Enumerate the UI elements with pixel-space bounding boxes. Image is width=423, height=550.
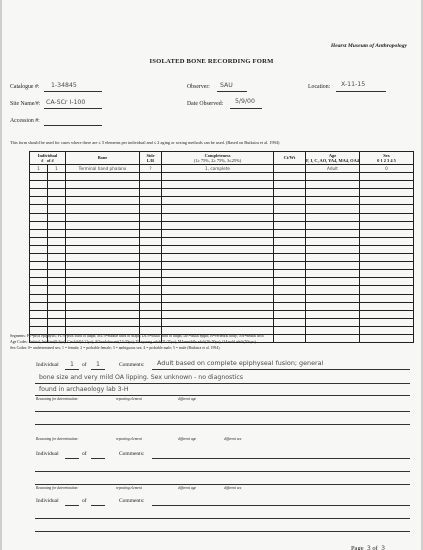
table-cell-age[interactable]	[306, 262, 360, 270]
table-cell-age[interactable]	[306, 213, 360, 221]
table-cell-bone[interactable]: Terminal hand phalanx	[66, 165, 140, 173]
table-cell-ctwt[interactable]	[274, 294, 306, 302]
table-cell-num[interactable]: 1	[30, 165, 48, 173]
table-row	[30, 294, 414, 302]
table-cell-side[interactable]	[140, 294, 162, 302]
table-cell-sex[interactable]	[360, 229, 414, 237]
table-cell-bone[interactable]	[66, 229, 140, 237]
col-completeness: Completeness (1≥ 75%, 2≥ 75%, 3≤25%)	[162, 152, 274, 165]
table-row	[30, 302, 414, 310]
comment-line-3	[35, 395, 410, 396]
table-row	[30, 254, 414, 262]
table-cell-num[interactable]	[30, 254, 48, 262]
individual-2-comments-label: Comments:	[119, 451, 145, 457]
table-cell-of[interactable]	[48, 213, 66, 221]
table-cell-num[interactable]	[30, 205, 48, 213]
table-cell-age[interactable]	[306, 229, 360, 237]
table-cell-bone[interactable]	[66, 262, 140, 270]
table-cell-num[interactable]	[30, 229, 48, 237]
museum-name: Hearst Museum of Anthropology	[330, 43, 407, 49]
table-cell-side[interactable]	[140, 286, 162, 294]
table-cell-completeness[interactable]	[162, 229, 274, 237]
table-cell-num[interactable]	[30, 318, 48, 326]
table-cell-ctwt[interactable]	[274, 286, 306, 294]
observer-line	[217, 91, 247, 92]
table-cell-of[interactable]	[48, 245, 66, 253]
table-cell-side[interactable]	[140, 197, 162, 205]
table-cell-ctwt[interactable]	[274, 221, 306, 229]
individual-1-of: of	[82, 362, 87, 368]
table-cell-ctwt[interactable]	[274, 229, 306, 237]
table-cell-completeness[interactable]	[162, 270, 274, 278]
individual-1-comment-3[interactable]: found in archaeology lab 3-H	[39, 386, 129, 393]
table-cell-age[interactable]	[306, 205, 360, 213]
individual-1-comments-label: Comments:	[119, 362, 145, 368]
option-sex-2[interactable]: different sex	[224, 437, 242, 441]
table-cell-completeness[interactable]	[162, 205, 274, 213]
comment-line-8[interactable]	[35, 484, 410, 485]
option-repeating-3[interactable]: repeating element	[116, 486, 142, 490]
table-cell-bone[interactable]	[66, 189, 140, 197]
table-cell-completeness[interactable]	[162, 254, 274, 262]
table-cell-bone[interactable]	[66, 270, 140, 278]
comment-line-10[interactable]	[35, 518, 410, 519]
table-cell-side[interactable]	[140, 237, 162, 245]
table-cell-sex[interactable]: 0	[360, 165, 414, 173]
individual-2-of: of	[82, 451, 87, 457]
table-cell-side[interactable]	[140, 181, 162, 189]
legend-sex-codes: Sex Codes: 0= undetermined sex; 1 = female; 2 = probable female; 3 = ambiguous sex; 4 = probable male; 5 = male (Buikstra et al. 1994)	[10, 346, 220, 350]
table-row	[30, 213, 414, 221]
table-cell-sex[interactable]	[360, 278, 414, 286]
table-cell-ctwt[interactable]	[274, 245, 306, 253]
table-cell-bone[interactable]	[66, 237, 140, 245]
option-repeating-1[interactable]: repeating element	[116, 397, 142, 401]
table-row	[30, 205, 414, 213]
individual-3-comments-label: Comments:	[119, 498, 145, 504]
table-cell-num[interactable]	[30, 181, 48, 189]
table-cell-num[interactable]	[30, 245, 48, 253]
table-cell-num[interactable]	[30, 310, 48, 318]
table-cell-completeness[interactable]	[162, 245, 274, 253]
table-cell-of[interactable]	[48, 278, 66, 286]
table-cell-age[interactable]	[306, 286, 360, 294]
individual-3-of-line[interactable]	[91, 505, 105, 506]
accession-line[interactable]	[44, 125, 102, 126]
table-cell-num[interactable]	[30, 278, 48, 286]
col-age: Age F, I, C, AO, YA4, MA4, OA4	[306, 152, 359, 163]
option-sex-3[interactable]: different sex	[224, 486, 242, 490]
table-cell-num[interactable]	[30, 213, 48, 221]
table-cell-side[interactable]	[140, 318, 162, 326]
table-cell-side[interactable]	[140, 310, 162, 318]
comment-line-5	[35, 424, 410, 425]
table-cell-sex[interactable]	[360, 294, 414, 302]
table-cell-ctwt[interactable]	[274, 302, 306, 310]
table-cell-sex[interactable]	[360, 286, 414, 294]
table-cell-of[interactable]	[48, 302, 66, 310]
table-row	[30, 286, 414, 294]
table-cell-side[interactable]	[140, 189, 162, 197]
table-cell-of[interactable]	[48, 173, 66, 181]
site-value[interactable]: CA-SCr I-100	[46, 99, 86, 106]
table-cell-num[interactable]	[30, 294, 48, 302]
table-cell-sex[interactable]	[360, 237, 414, 245]
table-cell-ctwt[interactable]	[274, 278, 306, 286]
form-title: ISOLATED BONE RECORDING FORM	[149, 58, 274, 65]
table-cell-bone[interactable]	[66, 197, 140, 205]
table-cell-age[interactable]: Adult	[306, 165, 360, 173]
table-row	[30, 318, 414, 326]
table-cell-sex[interactable]	[360, 245, 414, 253]
table-row	[30, 189, 414, 197]
recording-form-page	[2, 0, 421, 550]
table-cell-num[interactable]	[30, 270, 48, 278]
site-line	[44, 108, 102, 109]
page-number: Page 3 of 3	[350, 545, 385, 550]
table-cell-completeness[interactable]	[162, 197, 274, 205]
table-row	[30, 173, 414, 181]
table-cell-completeness[interactable]: 1, complete	[162, 165, 274, 173]
table-cell-sex[interactable]	[360, 270, 414, 278]
individual-1-comment-2[interactable]: bone size and very mild OA lipping. Sex unknown - no diagnostics	[39, 374, 244, 381]
legend-segments: Segments: PE=prox epiphysis; P1/3=prox third of diaph; M1/3=middle third of diaph; D1/3=distal third of diaph; DE=distal epiph; B=vertebral body; NA=neural arch	[10, 334, 264, 338]
catalogue-line	[44, 91, 102, 92]
catalogue-label: Catalogue #:	[10, 84, 40, 90]
option-repeating-2[interactable]: repeating element	[116, 437, 142, 441]
comment-line-2	[35, 383, 410, 384]
table-cell-completeness[interactable]	[162, 278, 274, 286]
table-cell-bone[interactable]	[66, 302, 140, 310]
comment-line-4	[35, 411, 410, 412]
table-cell-of[interactable]	[48, 197, 66, 205]
table-cell-sex[interactable]	[360, 254, 414, 262]
table-cell-bone[interactable]	[66, 318, 140, 326]
table-cell-completeness[interactable]	[162, 181, 274, 189]
reasoning-label-3: Reasoning for determination:	[36, 486, 79, 490]
table-cell-bone[interactable]	[66, 310, 140, 318]
table-cell-bone[interactable]	[66, 278, 140, 286]
table-cell-of[interactable]	[48, 237, 66, 245]
table-cell-side[interactable]	[140, 173, 162, 181]
table-cell-age[interactable]	[306, 254, 360, 262]
table-cell-side[interactable]	[140, 205, 162, 213]
table-cell-bone[interactable]	[66, 173, 140, 181]
table-cell-completeness[interactable]	[162, 213, 274, 221]
table-cell-sex[interactable]	[360, 310, 414, 318]
comment-line-6[interactable]	[152, 458, 410, 459]
table-cell-age[interactable]	[306, 302, 360, 310]
table-cell-side[interactable]	[140, 221, 162, 229]
table-cell-bone[interactable]	[66, 245, 140, 253]
individual-1-num-line	[65, 369, 79, 370]
table-cell-num[interactable]	[30, 286, 48, 294]
table-cell-ctwt[interactable]	[274, 262, 306, 270]
table-cell-num[interactable]	[30, 221, 48, 229]
table-cell-side[interactable]	[140, 254, 162, 262]
table-cell-ctwt[interactable]	[274, 189, 306, 197]
table-cell-completeness[interactable]	[162, 237, 274, 245]
table-row	[30, 270, 414, 278]
table-cell-completeness[interactable]	[162, 294, 274, 302]
table-row	[30, 310, 414, 318]
table-cell-of[interactable]	[48, 262, 66, 270]
comment-line-1	[152, 369, 410, 370]
table-cell-completeness[interactable]	[162, 286, 274, 294]
table-cell-ctwt[interactable]	[274, 173, 306, 181]
table-cell-age[interactable]	[306, 181, 360, 189]
table-cell-ctwt[interactable]	[274, 237, 306, 245]
table-row	[30, 229, 414, 237]
table-cell-ctwt[interactable]	[274, 254, 306, 262]
table-cell-of[interactable]	[48, 189, 66, 197]
table-cell-bone[interactable]	[66, 181, 140, 189]
table-cell-completeness[interactable]	[162, 221, 274, 229]
table-cell-completeness[interactable]	[162, 189, 274, 197]
table-cell-of[interactable]	[48, 229, 66, 237]
usage-note: This form should be used for cases where there are ≤ 5 elements per individual and ≤ 2 aging or sexing methods can be used. (Based on Buikstra et al. 1994)	[10, 140, 280, 145]
table-cell-side[interactable]	[140, 262, 162, 270]
table-row	[30, 262, 414, 270]
table-row	[30, 197, 414, 205]
table-cell-side[interactable]	[140, 229, 162, 237]
table-cell-sex[interactable]	[360, 262, 414, 270]
legend-age-codes: Age Codes: F=fetal; I=infant(0-3yo); C=child(4-12yo); AO=adolescent(13-20yo); YA=young adult(21-35yo); MA=middle adult(36-50yo); OA=old adult(50+yo)	[10, 340, 256, 344]
table-cell-age[interactable]	[306, 334, 360, 342]
col-ctwt: Ct/Wt	[274, 152, 306, 165]
table-cell-ctwt[interactable]	[274, 197, 306, 205]
observer-label: Observer:	[187, 84, 210, 90]
table-cell-num[interactable]	[30, 262, 48, 270]
individual-3-of: of	[82, 498, 87, 504]
table-cell-ctwt[interactable]	[274, 318, 306, 326]
table-cell-of[interactable]	[48, 318, 66, 326]
site-label: Site Name/#:	[10, 101, 41, 107]
table-cell-ctwt[interactable]	[274, 270, 306, 278]
table-cell-age[interactable]	[306, 294, 360, 302]
table-cell-bone[interactable]	[66, 286, 140, 294]
individual-3-label: Individual	[36, 498, 59, 504]
table-cell-age[interactable]	[306, 318, 360, 326]
table-cell-age[interactable]	[306, 270, 360, 278]
table-cell-ctwt[interactable]	[274, 326, 306, 334]
accession-label: Accession #:	[10, 118, 40, 124]
table-cell-of[interactable]	[48, 286, 66, 294]
col-individual: Individual # of #	[30, 152, 66, 165]
table-cell-ctwt[interactable]	[274, 205, 306, 213]
table-cell-ctwt[interactable]	[274, 310, 306, 318]
table-cell-ctwt[interactable]	[274, 334, 306, 342]
col-sex: Sex 0 1 2 3 4 5	[360, 152, 414, 165]
table-row	[30, 278, 414, 286]
table-cell-sex[interactable]	[360, 197, 414, 205]
col-bone: Bone	[66, 152, 140, 165]
observer-value[interactable]: SAU	[220, 82, 233, 89]
date-label: Date Observed:	[187, 101, 224, 107]
table-cell-sex[interactable]	[360, 334, 414, 342]
option-age-2[interactable]: different age	[178, 437, 197, 441]
table-cell-age[interactable]	[306, 221, 360, 229]
table-cell-side[interactable]: ?	[140, 165, 162, 173]
table-cell-sex[interactable]	[360, 318, 414, 326]
table-row	[30, 181, 414, 189]
table-cell-bone[interactable]	[66, 221, 140, 229]
table-cell-side[interactable]	[140, 278, 162, 286]
option-age-1[interactable]: different age	[178, 397, 197, 401]
table-cell-num[interactable]	[30, 302, 48, 310]
individual-1-of-line	[91, 369, 105, 370]
table-cell-sex[interactable]	[360, 221, 414, 229]
comment-line-9[interactable]	[152, 505, 410, 506]
table-cell-age[interactable]	[306, 310, 360, 318]
table-cell-sex[interactable]	[360, 302, 414, 310]
table-cell-bone[interactable]	[66, 205, 140, 213]
location-line	[336, 91, 386, 92]
table-cell-sex[interactable]	[360, 173, 414, 181]
table-cell-age[interactable]	[306, 326, 360, 334]
individual-1-of-value[interactable]: 1	[96, 361, 100, 368]
individual-2-label: Individual	[36, 451, 59, 457]
table-cell-of[interactable]	[48, 310, 66, 318]
bone-table	[29, 151, 414, 343]
comment-line-11[interactable]	[35, 531, 410, 532]
table-cell-side[interactable]	[140, 302, 162, 310]
table-cell-side[interactable]	[140, 270, 162, 278]
table-cell-age[interactable]	[306, 197, 360, 205]
table-cell-of[interactable]	[48, 181, 66, 189]
table-cell-completeness[interactable]	[162, 310, 274, 318]
table-cell-bone[interactable]	[66, 213, 140, 221]
date-value[interactable]: 5/9/00	[235, 98, 255, 105]
table-cell-sex[interactable]	[360, 181, 414, 189]
table-cell-sex[interactable]	[360, 189, 414, 197]
individual-3-num-line[interactable]	[65, 505, 79, 506]
table-cell-of[interactable]	[48, 294, 66, 302]
table-cell-of[interactable]: 1	[48, 165, 66, 173]
date-line	[230, 108, 262, 109]
table-row	[30, 245, 414, 253]
table-cell-sex[interactable]	[360, 326, 414, 334]
table-cell-side[interactable]	[140, 245, 162, 253]
table-cell-bone[interactable]	[66, 294, 140, 302]
table-cell-of[interactable]	[48, 254, 66, 262]
catalogue-value[interactable]: 1-34845	[51, 82, 77, 89]
individual-2-of-line[interactable]	[91, 458, 105, 459]
col-side: Side L/R	[140, 152, 162, 165]
table-cell-completeness[interactable]	[162, 318, 274, 326]
table-cell-age[interactable]	[306, 189, 360, 197]
table-row	[30, 165, 414, 173]
table-cell-num[interactable]	[30, 189, 48, 197]
table-cell-num[interactable]	[30, 237, 48, 245]
table-cell-num[interactable]	[30, 197, 48, 205]
individual-1-comment-1[interactable]: Adult based on complete epiphyseal fusion; general	[157, 359, 324, 367]
location-label: Location:	[308, 84, 331, 90]
table-cell-bone[interactable]	[66, 254, 140, 262]
table-cell-ctwt[interactable]	[274, 213, 306, 221]
individual-1-label: Individual	[36, 362, 59, 368]
table-cell-of[interactable]	[48, 205, 66, 213]
table-cell-completeness[interactable]	[162, 262, 274, 270]
reasoning-label-2: Reasoning for determination:	[36, 437, 79, 441]
table-cell-sex[interactable]	[360, 205, 414, 213]
table-cell-age[interactable]	[306, 245, 360, 253]
table-cell-of[interactable]	[48, 270, 66, 278]
table-cell-num[interactable]	[30, 173, 48, 181]
reasoning-label-1: Reasoning for determination:	[36, 397, 79, 401]
comment-line-7[interactable]	[35, 471, 410, 472]
option-age-3[interactable]: different age	[178, 486, 197, 490]
individual-1-num[interactable]: 1	[70, 361, 74, 368]
individual-2-num-line[interactable]	[65, 458, 79, 459]
table-cell-ctwt[interactable]	[274, 181, 306, 189]
table-row	[30, 237, 414, 245]
location-value[interactable]: X-11-15	[341, 81, 366, 88]
table-cell-side[interactable]	[140, 213, 162, 221]
table-cell-ctwt[interactable]	[274, 165, 306, 173]
table-cell-age[interactable]	[306, 237, 360, 245]
table-cell-age[interactable]	[306, 173, 360, 181]
table-cell-of[interactable]	[48, 221, 66, 229]
table-cell-completeness[interactable]	[162, 302, 274, 310]
table-cell-completeness[interactable]	[162, 173, 274, 181]
table-row	[30, 221, 414, 229]
table-cell-age[interactable]	[306, 278, 360, 286]
table-cell-sex[interactable]	[360, 213, 414, 221]
